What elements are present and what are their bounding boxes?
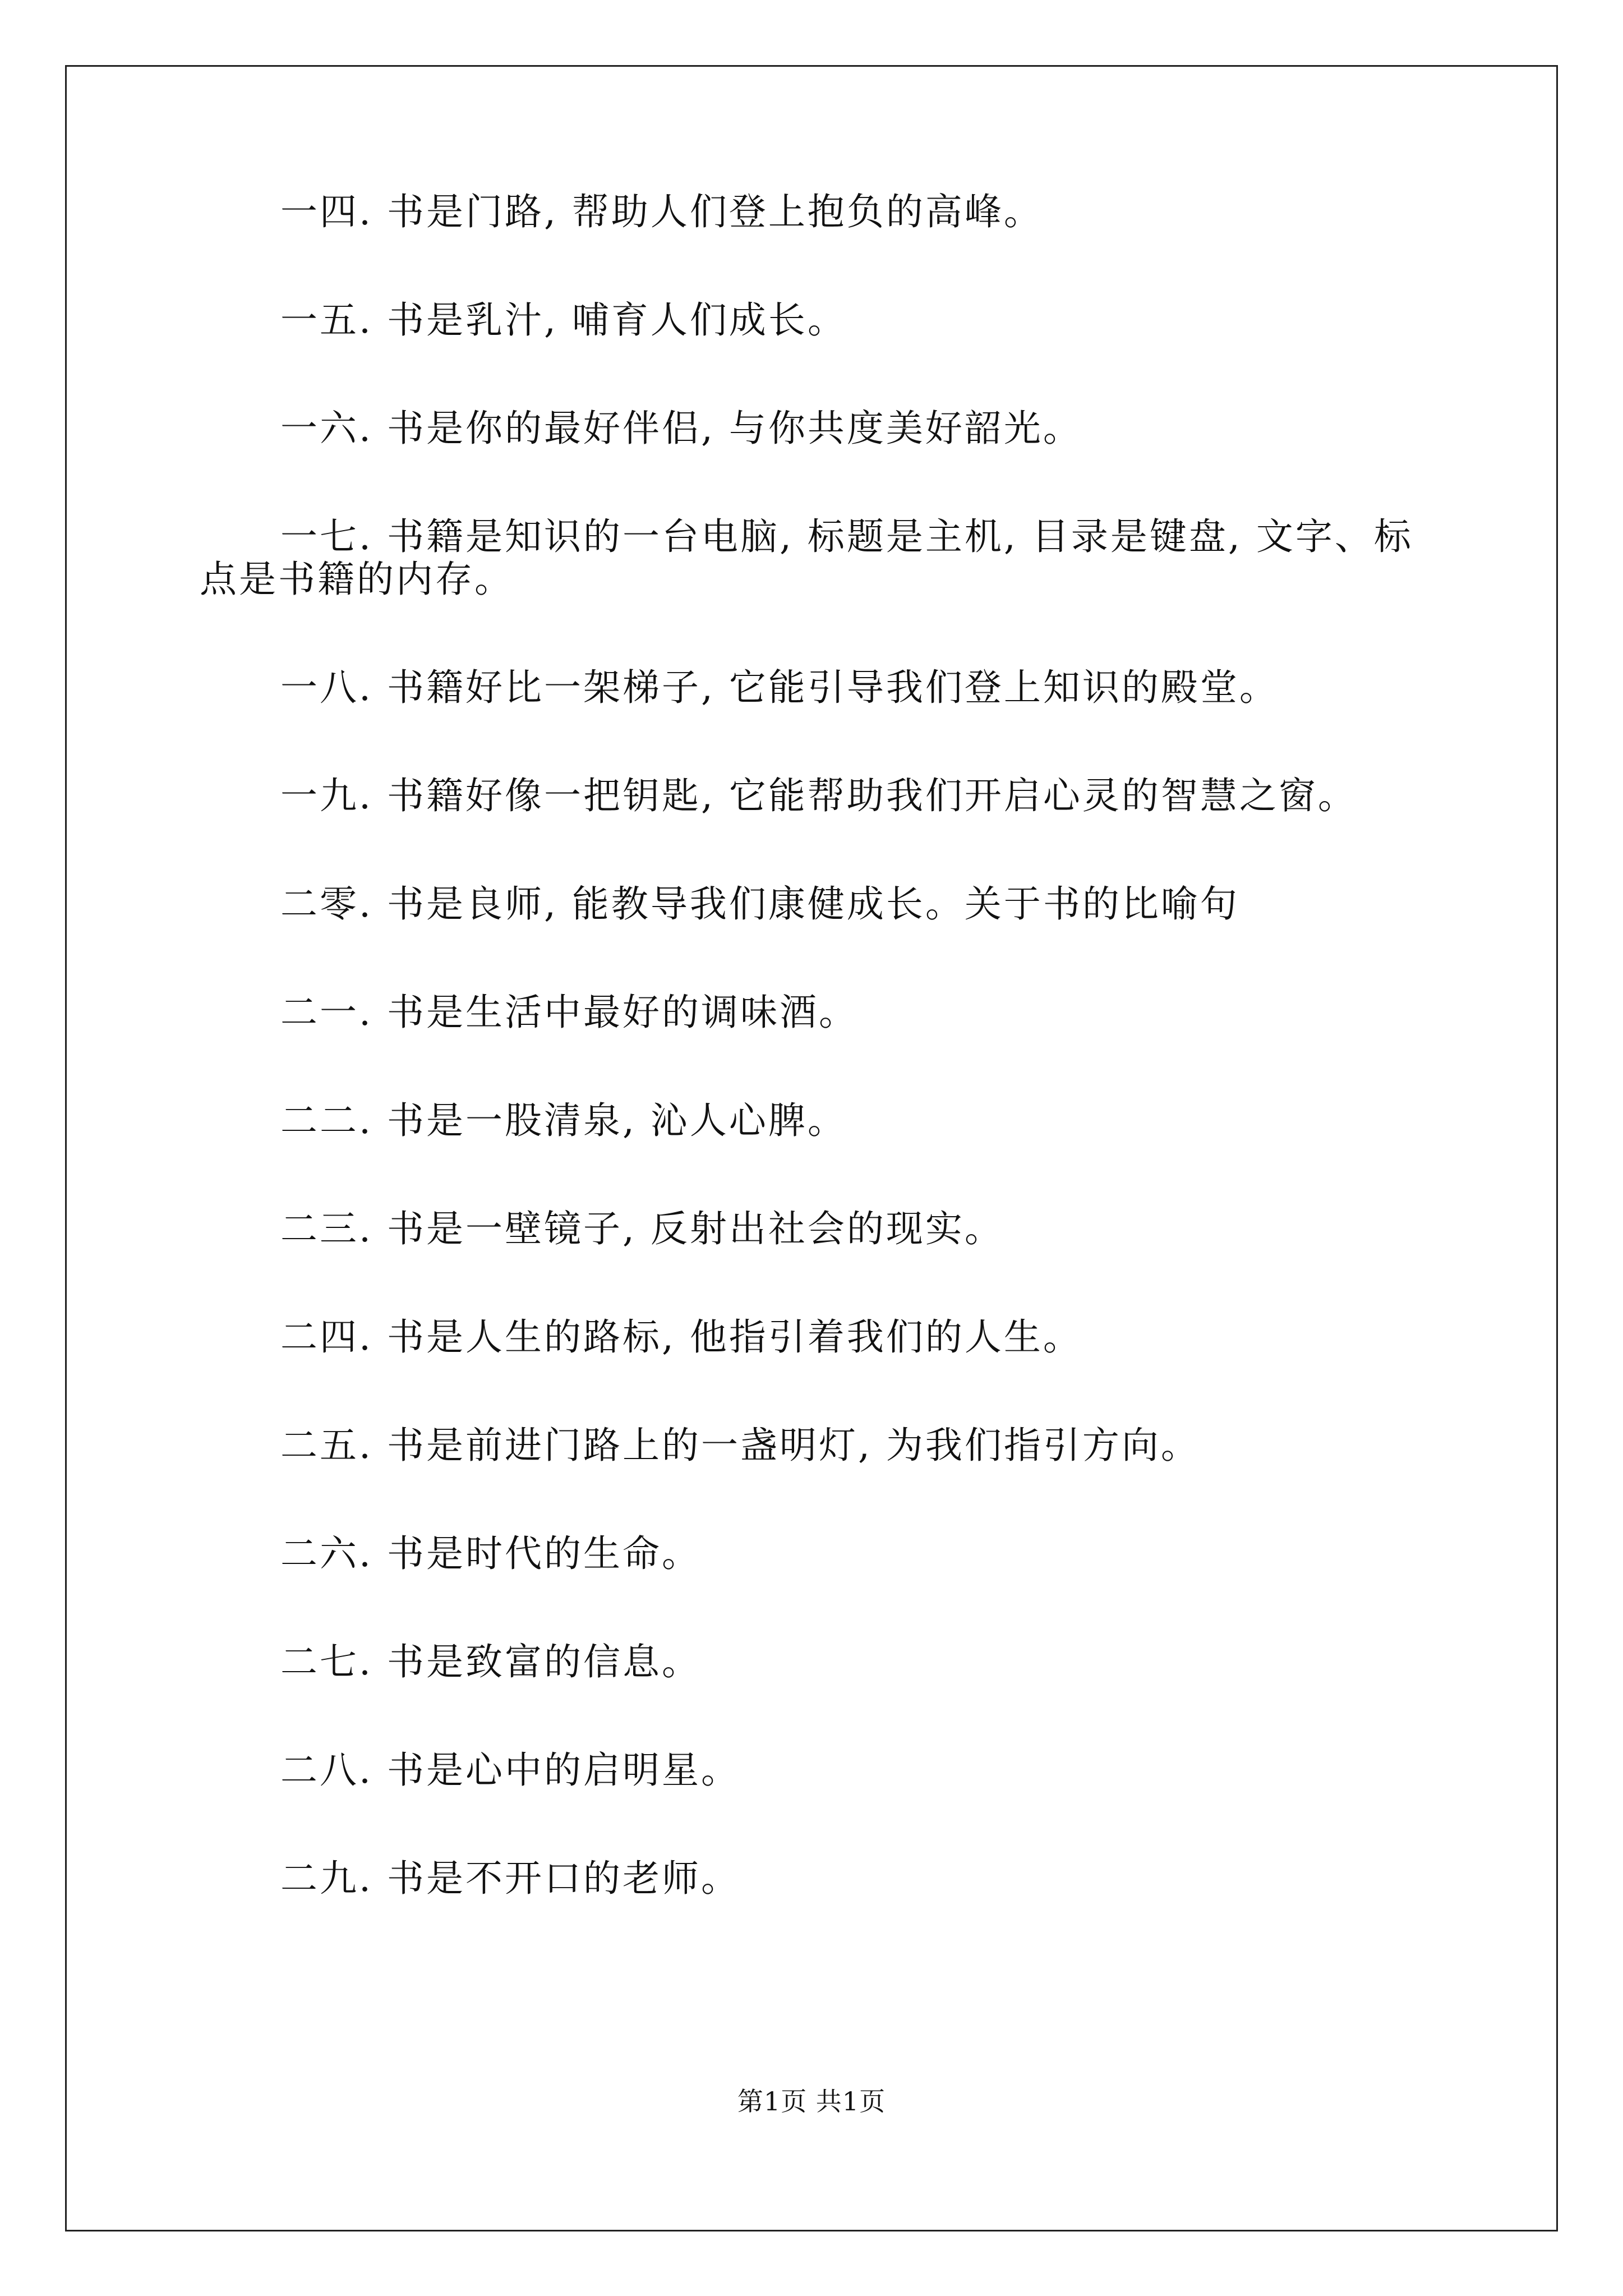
paragraph: 二九. 书是不开口的老师。 xyxy=(280,1857,740,1900)
paragraph: 二八. 书是心中的启明星。 xyxy=(280,1749,740,1792)
paragraph: 一四. 书是门路, 帮助人们登上抱负的高峰。 xyxy=(280,190,1043,233)
paragraph: 一七. 书籍是知识的一台电脑, 标题是主机, 目录是键盘, 文字、标点是书籍的内存。 xyxy=(200,515,1413,601)
paragraph: 二三. 书是一壁镜子, 反射出社会的现实。 xyxy=(280,1207,1004,1250)
paragraph: 二一. 书是生活中最好的调味酒。 xyxy=(280,991,858,1034)
paragraph: 一六. 书是你的最好伴侣, 与你共度美好韶光。 xyxy=(280,407,1082,450)
paragraph: 二七. 书是致富的信息。 xyxy=(280,1640,701,1683)
paragraph: 二零. 书是良师, 能教导我们康健成长。关于书的比喻句 xyxy=(280,882,1239,926)
page-number-footer: 第1页 共1页 xyxy=(737,2086,886,2116)
paragraph: 一八. 书籍好比一架梯子, 它能引导我们登上知识的殿堂。 xyxy=(280,666,1279,709)
paragraph: 一五. 书是乳汁, 哺育人们成长。 xyxy=(280,298,847,342)
paragraph: 二六. 书是时代的生命。 xyxy=(280,1532,701,1575)
paragraph: 二二. 书是一股清泉, 沁人心脾。 xyxy=(280,1099,847,1142)
paragraph: 二四. 书是人生的路标, 他指引着我们的人生。 xyxy=(280,1315,1082,1359)
paragraph: 一九. 书籍好像一把钥匙, 它能帮助我们开启心灵的智慧之窗。 xyxy=(280,774,1357,817)
document-body xyxy=(200,191,1450,1966)
paragraph: 二五. 书是前进门路上的一盏明灯, 为我们指引方向。 xyxy=(280,1424,1200,1467)
